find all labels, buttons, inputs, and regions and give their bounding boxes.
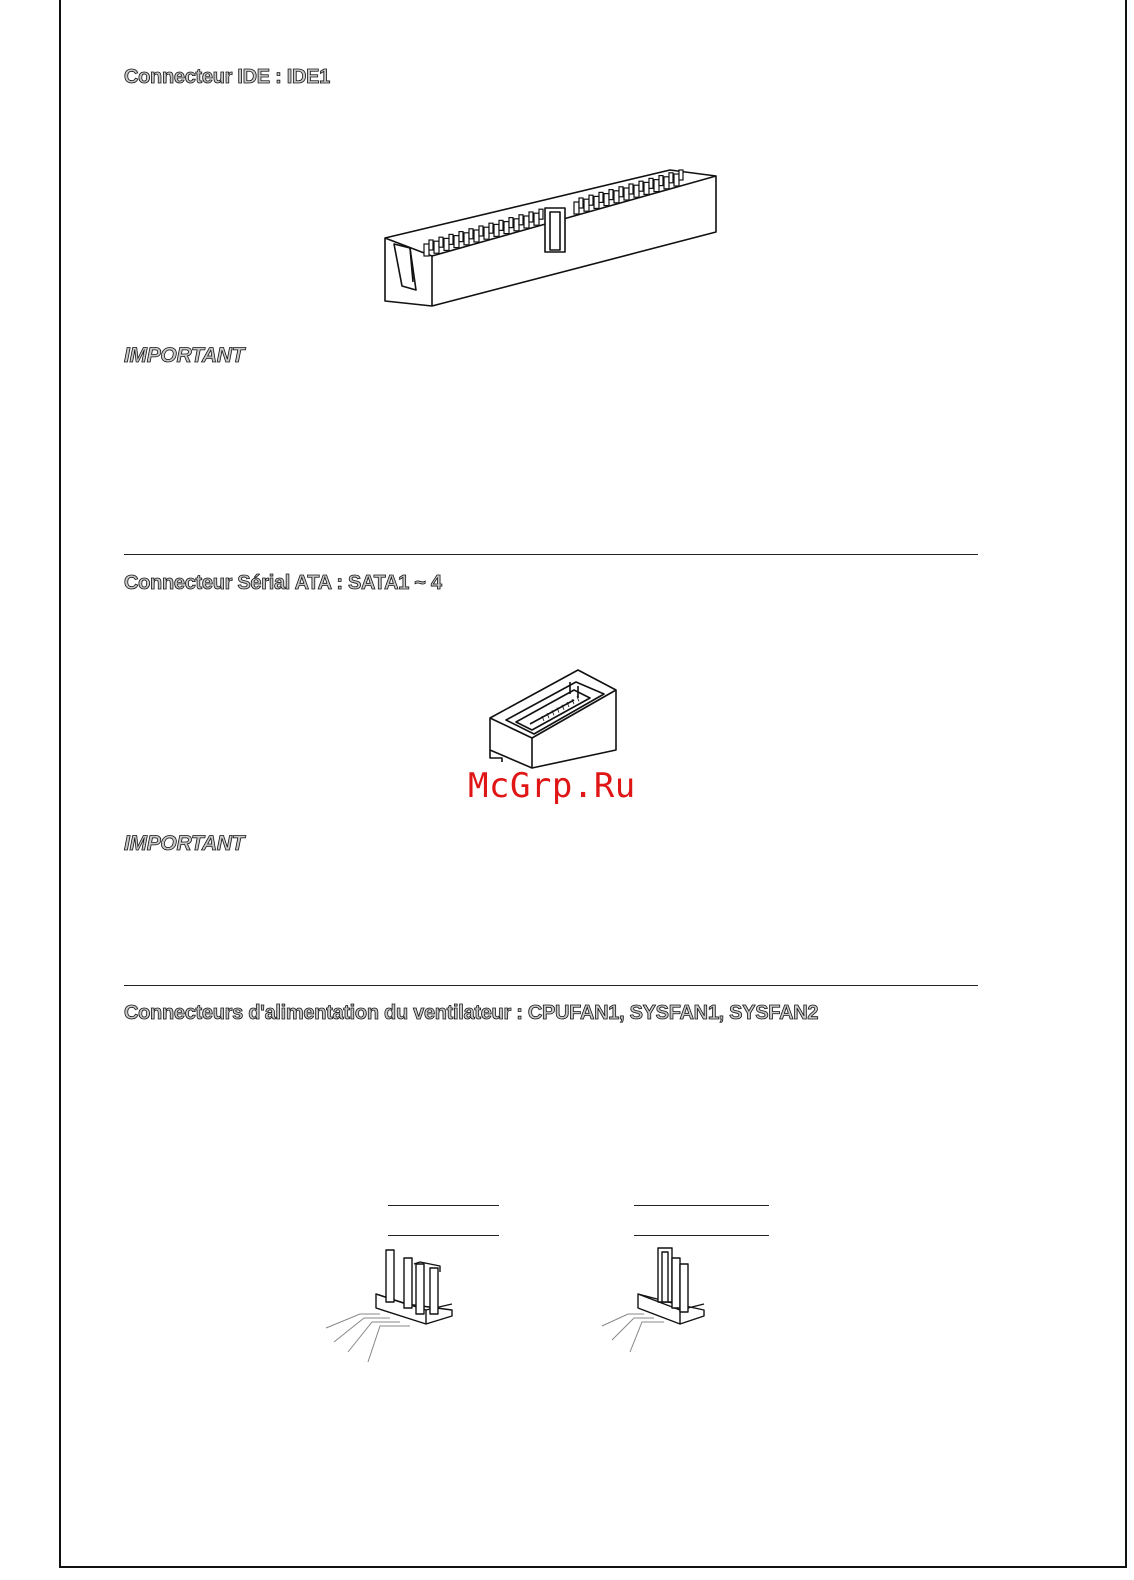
ide-pin bbox=[454, 236, 459, 248]
sysfan-label-line bbox=[634, 1205, 769, 1206]
ide-pin bbox=[639, 181, 643, 191]
cpufan-label-line bbox=[388, 1205, 499, 1206]
ide-pin bbox=[584, 199, 589, 211]
ide-pin bbox=[534, 213, 539, 225]
sata-connector-illustration bbox=[486, 664, 620, 774]
ide-pin bbox=[629, 184, 633, 194]
section-divider bbox=[124, 554, 978, 555]
sysfan-label-line bbox=[634, 1235, 769, 1236]
ide-pin bbox=[604, 194, 609, 206]
ide-pin bbox=[649, 178, 653, 188]
ide-pin bbox=[474, 230, 479, 242]
ide-pin bbox=[669, 173, 673, 183]
fan-heading: Connecteurs d'alimentation du ventilateur : CPUFAN1, SYSFAN1, SYSFAN2 bbox=[124, 1002, 819, 1024]
ide-pin bbox=[429, 240, 433, 250]
ide-heading: Connecteur IDE : IDE1 bbox=[124, 66, 330, 88]
ide-pin bbox=[659, 176, 663, 186]
ide-pin bbox=[509, 218, 513, 228]
ide-pin bbox=[624, 188, 629, 200]
ide-pin bbox=[664, 177, 669, 189]
ide-pin bbox=[589, 195, 593, 205]
ide-pin bbox=[634, 185, 639, 197]
ide-pin bbox=[679, 170, 683, 180]
ide-pin bbox=[499, 220, 503, 230]
ide-pin bbox=[524, 216, 529, 228]
ide-important-label: IMPORTANT bbox=[124, 344, 245, 367]
ide-pin bbox=[504, 222, 509, 234]
sysfan-3pin-header-illustration bbox=[600, 1244, 710, 1356]
cpufan-4pin-header-illustration bbox=[320, 1244, 460, 1366]
ide-pin bbox=[539, 209, 543, 219]
ide-pin bbox=[654, 180, 659, 192]
ide-pin bbox=[484, 227, 489, 239]
ide-pin bbox=[574, 202, 579, 214]
ide-pin bbox=[424, 244, 429, 256]
ide-pin bbox=[519, 215, 523, 225]
ide-connector-illustration bbox=[380, 160, 725, 312]
ide-pin bbox=[489, 223, 493, 233]
ide-pin bbox=[444, 238, 449, 250]
sata-heading: Connecteur Sérial ATA : SATA1 ~ 4 bbox=[124, 572, 442, 594]
ide-pin bbox=[674, 174, 679, 186]
ide-pin bbox=[614, 191, 619, 203]
ide-pin bbox=[434, 241, 439, 253]
ide-pin bbox=[494, 224, 499, 236]
ide-pin bbox=[469, 229, 473, 239]
cpufan-label-line bbox=[388, 1235, 499, 1236]
watermark: McGrp.Ru bbox=[468, 766, 636, 806]
ide-pin bbox=[609, 190, 613, 200]
ide-pin bbox=[449, 234, 453, 244]
ide-pin bbox=[514, 219, 519, 231]
ide-pin bbox=[619, 187, 623, 197]
section-divider bbox=[124, 985, 978, 986]
ide-pin bbox=[464, 233, 469, 245]
ide-pin bbox=[439, 237, 443, 247]
ide-pin bbox=[529, 212, 533, 222]
ide-pin bbox=[479, 226, 483, 236]
ide-pin bbox=[579, 198, 583, 208]
sata-important-label: IMPORTANT bbox=[124, 832, 245, 855]
ide-pin bbox=[599, 192, 603, 202]
ide-pin bbox=[644, 182, 649, 194]
ide-pin bbox=[459, 232, 463, 242]
ide-pin bbox=[594, 196, 599, 208]
